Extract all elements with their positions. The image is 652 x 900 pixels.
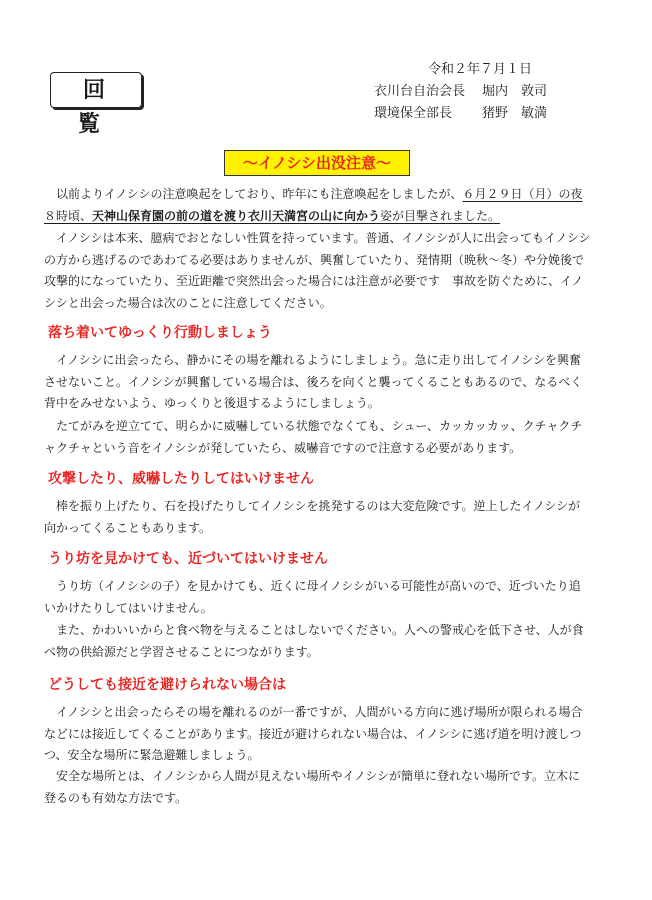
intro-paragraph-1 <box>44 184 592 227</box>
section-paragraph: 安全な場所とは、イノシシから人間が見えない場所やイノシシが簡単に登れない場所です。立木に登るのも有効な方法です。 <box>44 769 581 805</box>
sighting-location: 天神山保育園の前の道を渡り衣川天満宮の山に向かう <box>92 208 381 223</box>
section-heading-piglet: うり坊を見かけても、近づいてはいけません <box>48 551 328 567</box>
section-paragraph: また、かわいいからと食べ物を与えることはしないでください。人への警戒心を低下させ、人が食べ物の供給源だと学習させることにつながります。 <box>44 623 584 659</box>
section-heading-no-attack: 攻撃したり、威嚇したりしてはいけません <box>48 471 314 487</box>
signer-role: 衣川台自治会長 <box>374 84 466 99</box>
section-paragraph: たてがみを逆立てて、明らかに威嚇している状態でなくても、シュー、カッカッカッ、クチャクチャクチャという音をイノシシが発していたら、威嚇音ですので注意する必要があります。 <box>44 419 583 455</box>
section-paragraph: うり坊（イノシシの子）を見かけても、近くに母イノシシがいる可能性が高いので、近づいたり追いかけたりしてはいけません。 <box>44 579 581 615</box>
section-paragraph: 棒を振り上げたり、石を投げたりしてイノシシを挑発するのは大変危険です。逆上したイノシシが向かってくることもあります。 <box>44 499 581 535</box>
section-paragraph: イノシシと出会ったらその場を離れるのが一番ですが、人間がいる方向に逃げ場所が限られる場合などには接近してくることがあります。接近が避けられない場合は、イノシシに逃げ道を明け渡しつつ、安全な場所に緊急避難しましょう。 <box>44 705 583 762</box>
intro-text: 以前よりイノシシの注意喚起をしており、昨年にも注意喚起をしましたが、 <box>56 187 463 201</box>
intro-paragraph-2: イノシシは本来、臆病でおとなしい性質を持っています。普通、イノシシが人に出会ってもイノシシの方から逃げるのであわてる必要はありませんが、興奮していたり、発情期（晩秋～冬）や分娩後で攻撃的になっていたり、至近距離で突然出会った場合には注意が必要です 事故を防ぐために、イノシシと出会った場合は次のことに注意してください。 <box>44 231 591 310</box>
signer-name: 猪野 敏満 <box>482 106 548 121</box>
section-heading-calm: 落ち着いてゆっくり行動しましょう <box>48 325 272 341</box>
sighting-date: ６月２９日（月）の夜８時頃、 <box>44 187 583 223</box>
signer-chairman <box>374 80 547 99</box>
signer-role: 環境保全部長 <box>374 106 453 121</box>
notice-title: ～イノシシ出没注意～ <box>224 150 410 176</box>
sighting-end: 姿が目撃されました。 <box>380 208 501 223</box>
section-heading-unavoidable: どうしても接近を避けられない場合は <box>48 677 286 693</box>
circulation-box: 回 覧 <box>50 72 142 108</box>
section-paragraph: イノシシに出会ったら、静かにその場を離れるようにしましょう。急に走り出してイノシシを興奮させないこと。イノシシが興奮している場合は、後ろを向くと襲ってくることもあるので、なるべく背中をみせないよう、ゆっくりと後退するようにしましょう。 <box>44 353 583 410</box>
signer-environment <box>374 102 547 121</box>
notice-date: 令和２年７月１日 <box>428 62 533 77</box>
signer-name: 堀内 敦司 <box>482 84 548 99</box>
